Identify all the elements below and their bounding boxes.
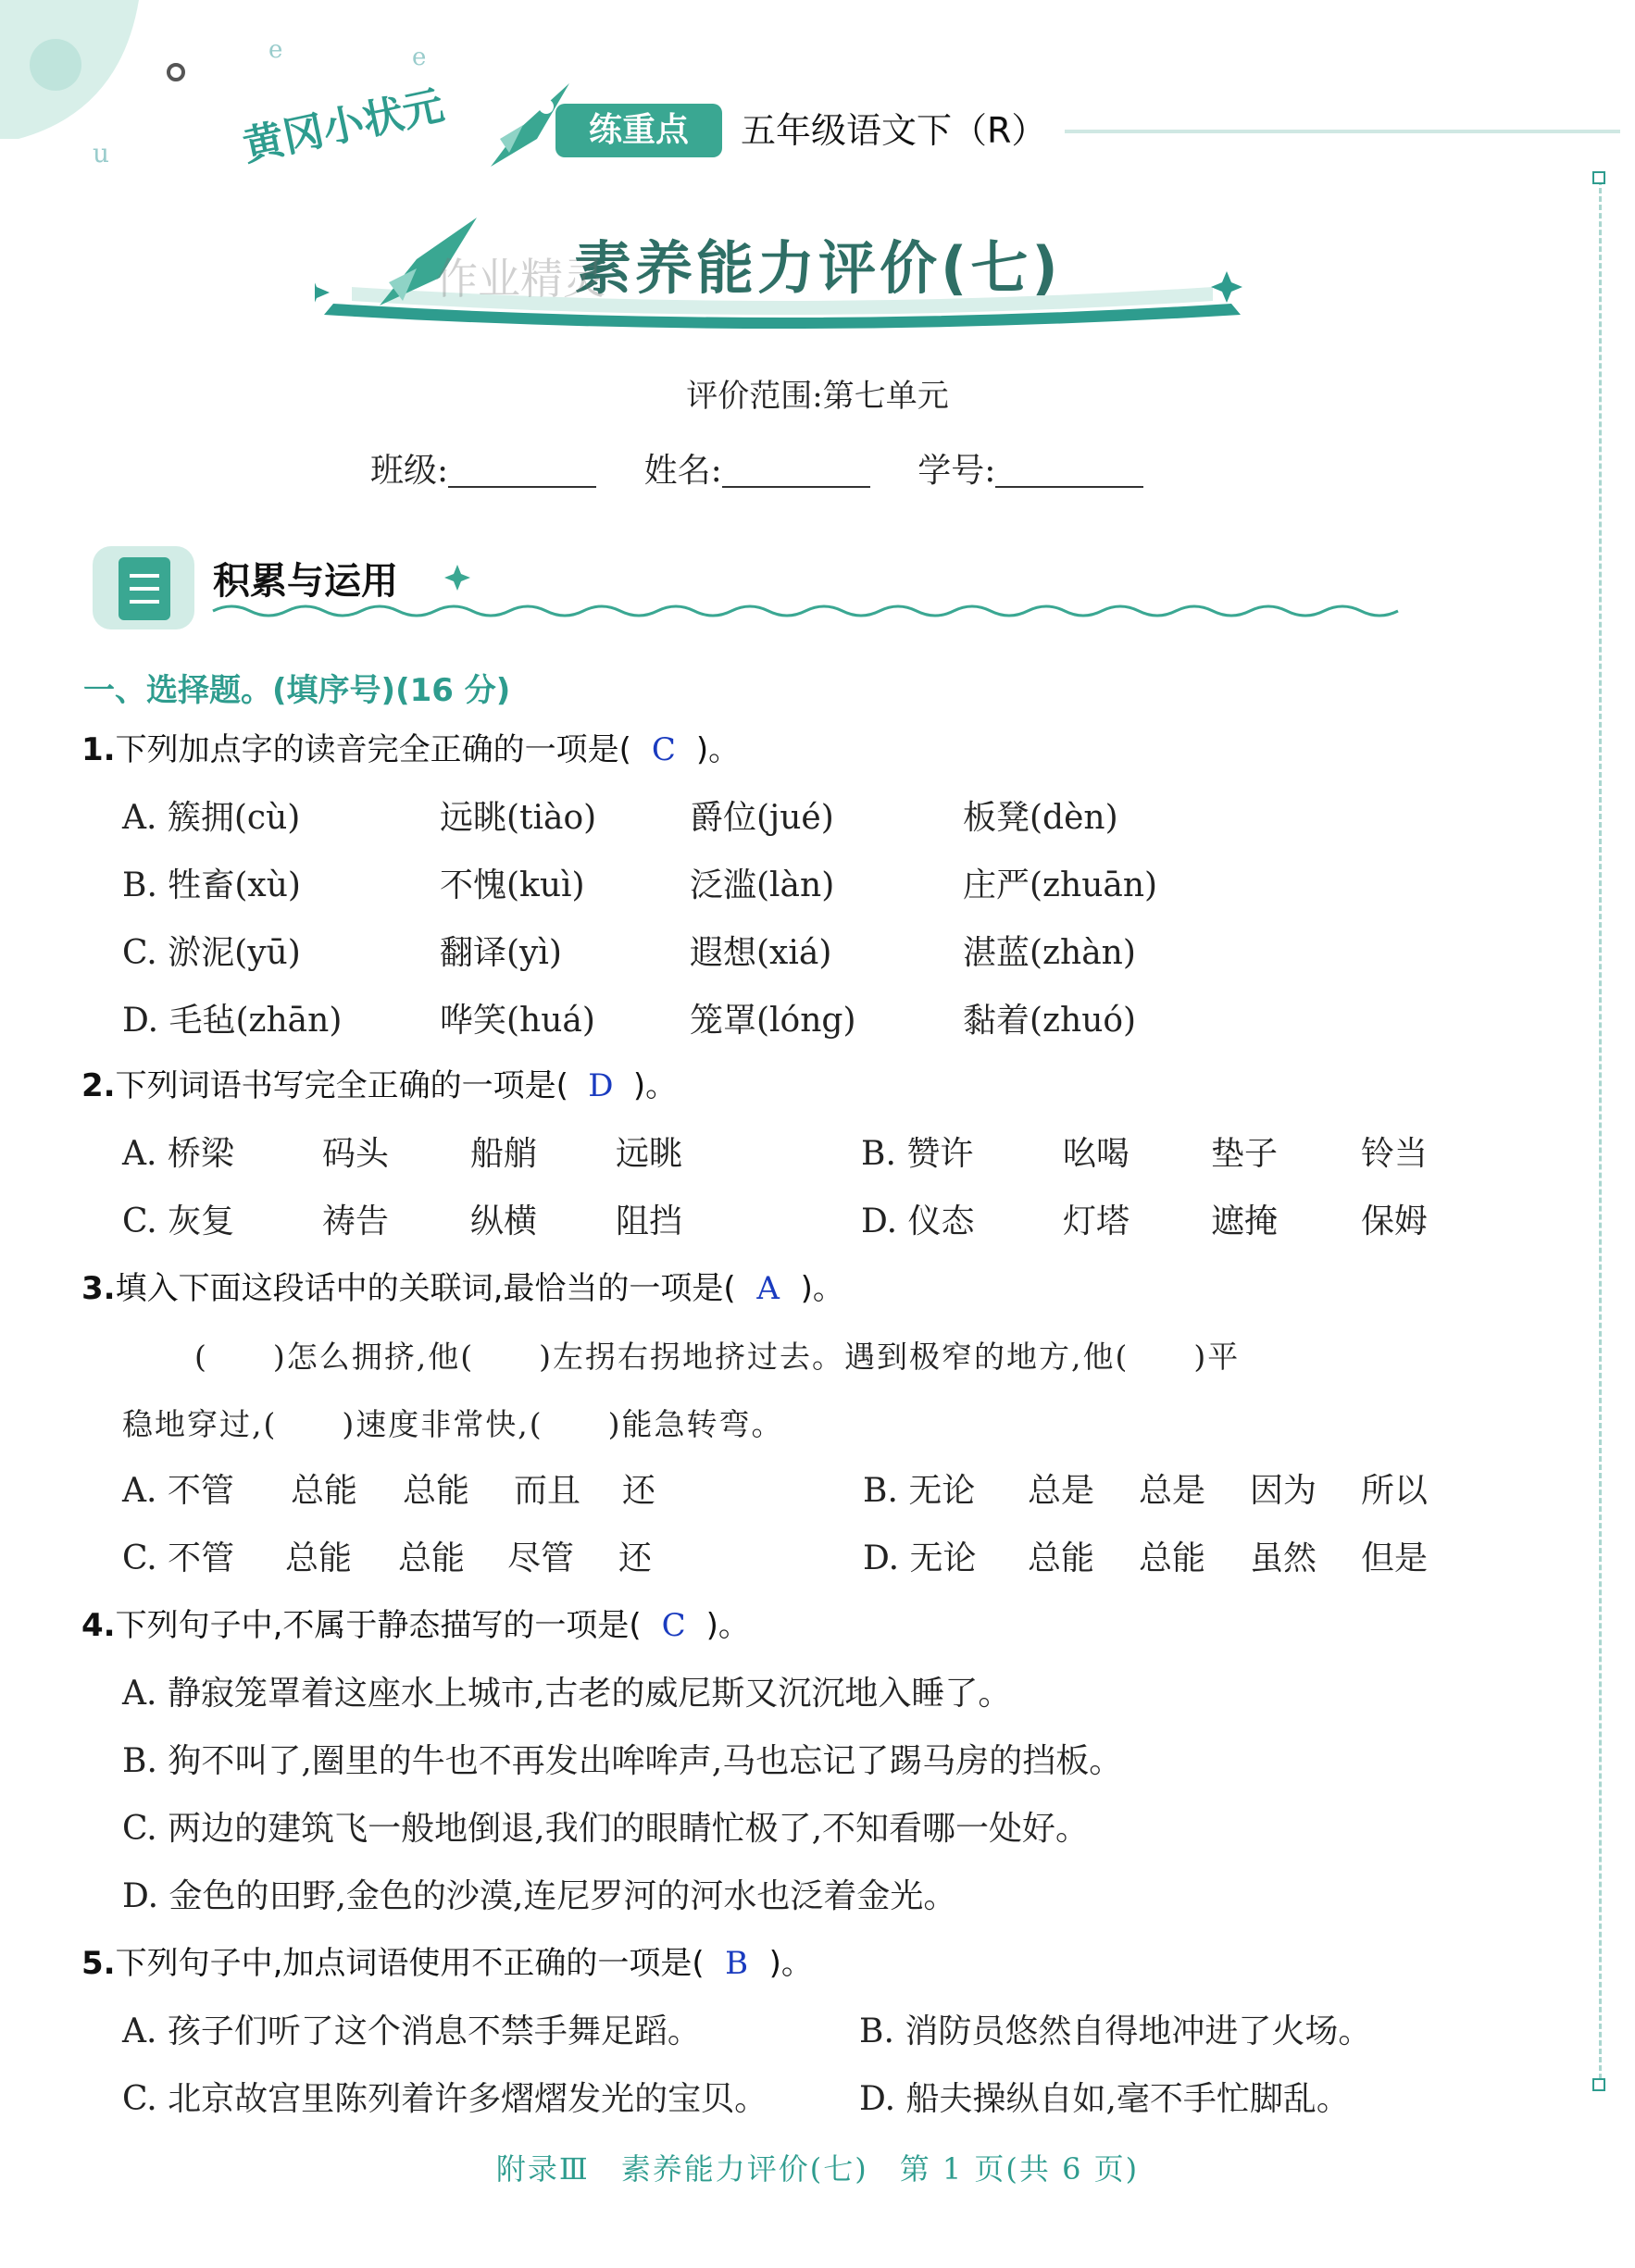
option-1-b4: 庄严(zhuān): [963, 866, 1158, 904]
question-stem: 下列句子中,不属于静态描写的一项是(: [115, 1607, 642, 1644]
option-3-a2: 总能: [291, 1472, 358, 1510]
class-field[interactable]: [448, 458, 596, 488]
evaluation-scope: 评价范围:第七单元: [686, 378, 949, 415]
question-stem: 下列加点字的读音完全正确的一项是(: [115, 731, 631, 768]
option-3-c4: 尽管: [507, 1539, 575, 1577]
question-3: [81, 1263, 844, 1308]
option-3-c3: 总能: [398, 1539, 466, 1577]
option-2-r1-1: A. 桥梁: [122, 1135, 234, 1173]
question-5: [81, 1938, 813, 1983]
section-title: 积累与运用: [213, 560, 398, 603]
option-3-d4: 虽然: [1250, 1539, 1317, 1577]
option-4-b: B. 狗不叫了,圈里的牛也不再发出哞哞声,马也忘记了踢马房的挡板。: [122, 1742, 1123, 1780]
question-number: 5.: [81, 1945, 116, 1982]
answer[interactable]: C: [661, 1607, 686, 1644]
page-title: 素养能力评价(七): [574, 234, 1062, 302]
question-number: 2.: [81, 1067, 116, 1104]
option-5-d: D. 船夫操纵自如,毫不手忙脚乱。: [859, 2080, 1350, 2118]
option-1-c2: 翻译(yì): [440, 934, 562, 972]
svg-text:u: u: [93, 138, 110, 168]
option-1-c1: C. 淤泥(yū): [122, 934, 301, 972]
question-number: 3.: [81, 1270, 116, 1307]
answer[interactable]: D: [588, 1067, 614, 1104]
question-end: )。: [632, 1067, 678, 1104]
option-2-r2-4: 阻挡: [616, 1203, 683, 1240]
option-1-a3: 爵位(jué): [690, 799, 834, 837]
passage-line-1: ( )怎么拥挤,他( )左拐右拐地挤过去。遇到极窄的地方,他( )平: [194, 1339, 1241, 1375]
answer[interactable]: C: [651, 731, 676, 768]
series-tag: 练重点: [555, 104, 722, 157]
brand-logo: 黄冈小状元: [239, 81, 448, 171]
option-2-r1-2: 码头: [322, 1135, 390, 1173]
answer[interactable]: A: [756, 1270, 780, 1307]
header-rule: [1065, 130, 1620, 133]
option-3-b1: B. 无论: [863, 1472, 976, 1510]
option-2-r1-7: 垫子: [1211, 1135, 1279, 1173]
question-end: )。: [768, 1945, 813, 1982]
question-end: )。: [705, 1607, 750, 1644]
question-end: )。: [800, 1270, 844, 1307]
page-footer: 附录Ⅲ 素养能力评价(七) 第 1 页(共 6 页): [495, 2151, 1140, 2187]
part-heading: 一、选择题。(填序号)(16 分): [83, 672, 511, 709]
option-1-d4: 黏着(zhuó): [963, 1002, 1137, 1040]
option-3-b5: 所以: [1361, 1472, 1429, 1510]
option-2-r2-7: 遮掩: [1211, 1203, 1279, 1240]
student-info-fields: [370, 444, 1180, 492]
margin-line: [1599, 171, 1602, 2087]
question-2: [81, 1060, 677, 1105]
question-stem: 下列句子中,加点词语使用不正确的一项是(: [115, 1945, 705, 1982]
option-5-c: C. 北京故宫里陈列着许多熠熠发光的宝贝。: [122, 2080, 768, 2118]
option-2-r2-1: C. 灰复: [122, 1203, 235, 1240]
option-3-c5: 还: [618, 1539, 653, 1577]
option-2-r1-6: 吆喝: [1063, 1135, 1130, 1173]
question-4: [81, 1600, 750, 1645]
number-field[interactable]: [995, 458, 1143, 488]
question-stem: 填入下面这段话中的关联词,最恰当的一项是(: [115, 1270, 736, 1307]
question-number: 4.: [81, 1607, 116, 1644]
option-2-r2-8: 保姆: [1361, 1203, 1429, 1240]
option-2-r1-4: 远眺: [616, 1135, 683, 1173]
option-1-d2: 哗笑(huá): [440, 1002, 595, 1040]
option-2-r2-2: 祷告: [322, 1203, 390, 1240]
option-3-a1: A. 不管: [122, 1472, 234, 1510]
option-2-r2-6: 灯塔: [1063, 1203, 1130, 1240]
option-2-r1-5: B. 赞许: [861, 1135, 974, 1173]
option-1-a2: 远眺(tiào): [440, 799, 597, 837]
option-1-a1: A. 簇拥(cù): [122, 799, 301, 837]
option-3-c1: C. 不管: [122, 1539, 235, 1577]
option-2-r1-8: 铃当: [1361, 1135, 1429, 1173]
option-4-d: D. 金色的田野,金色的沙漠,连尼罗河的河水也泛着金光。: [122, 1877, 957, 1915]
name-label: 姓名:: [643, 452, 722, 490]
option-1-b1: B. 牲畜(xù): [122, 866, 301, 904]
option-1-a4: 板凳(dèn): [963, 799, 1118, 837]
question-1: [81, 724, 740, 769]
margin-marker-bottom: [1592, 2078, 1605, 2091]
option-3-a4: 而且: [514, 1472, 581, 1510]
option-3-d2: 总能: [1028, 1539, 1095, 1577]
option-3-d3: 总能: [1139, 1539, 1206, 1577]
option-3-d5: 但是: [1361, 1539, 1429, 1577]
option-4-c: C. 两边的建筑飞一般地倒退,我们的眼睛忙极了,不知看哪一处好。: [122, 1810, 1090, 1848]
passage-line-2: 稳地穿过,( )速度非常快,( )能急转弯。: [122, 1406, 784, 1442]
option-1-c4: 湛蓝(zhàn): [963, 934, 1136, 972]
class-label: 班级:: [370, 452, 449, 490]
question-number: 1.: [81, 731, 116, 768]
option-3-a5: 还: [622, 1472, 656, 1510]
option-1-b2: 不愧(kuì): [440, 866, 585, 904]
option-3-b4: 因为: [1250, 1472, 1317, 1510]
question-end: )。: [695, 731, 741, 768]
option-1-d3: 笼罩(lóng): [690, 1002, 856, 1040]
option-2-r2-5: D. 仪态: [861, 1203, 975, 1240]
option-3-b3: 总是: [1139, 1472, 1206, 1510]
svg-text:e: e: [268, 36, 283, 64]
option-5-b: B. 消防员悠然自得地冲进了火场。: [859, 2013, 1372, 2050]
subject-label: 五年级语文下（R）: [741, 110, 1047, 151]
option-5-a: A. 孩子们听了这个消息不禁手舞足蹈。: [122, 2013, 701, 2050]
answer[interactable]: B: [725, 1945, 749, 1982]
option-2-r2-3: 纵横: [470, 1203, 538, 1240]
option-1-c3: 遐想(xiá): [690, 934, 832, 972]
name-field[interactable]: [722, 458, 870, 488]
option-1-b3: 泛滥(làn): [690, 866, 835, 904]
option-2-r1-3: 船艄: [470, 1135, 538, 1173]
number-label: 学号:: [917, 452, 996, 490]
question-stem: 下列词语书写完全正确的一项是(: [115, 1067, 568, 1104]
svg-text:e: e: [412, 44, 427, 71]
option-3-d1: D. 无论: [863, 1539, 977, 1577]
margin-marker-top: [1592, 171, 1605, 184]
option-1-d1: D. 毛毡(zhān): [122, 1002, 343, 1040]
watermark: 作业精灵: [435, 254, 605, 304]
option-3-a3: 总能: [403, 1472, 470, 1510]
option-3-b2: 总是: [1028, 1472, 1095, 1510]
option-4-a: A. 静寂笼罩着这座水上城市,古老的威尼斯又沉沉地入睡了。: [122, 1675, 1012, 1713]
option-3-c2: 总能: [285, 1539, 353, 1577]
